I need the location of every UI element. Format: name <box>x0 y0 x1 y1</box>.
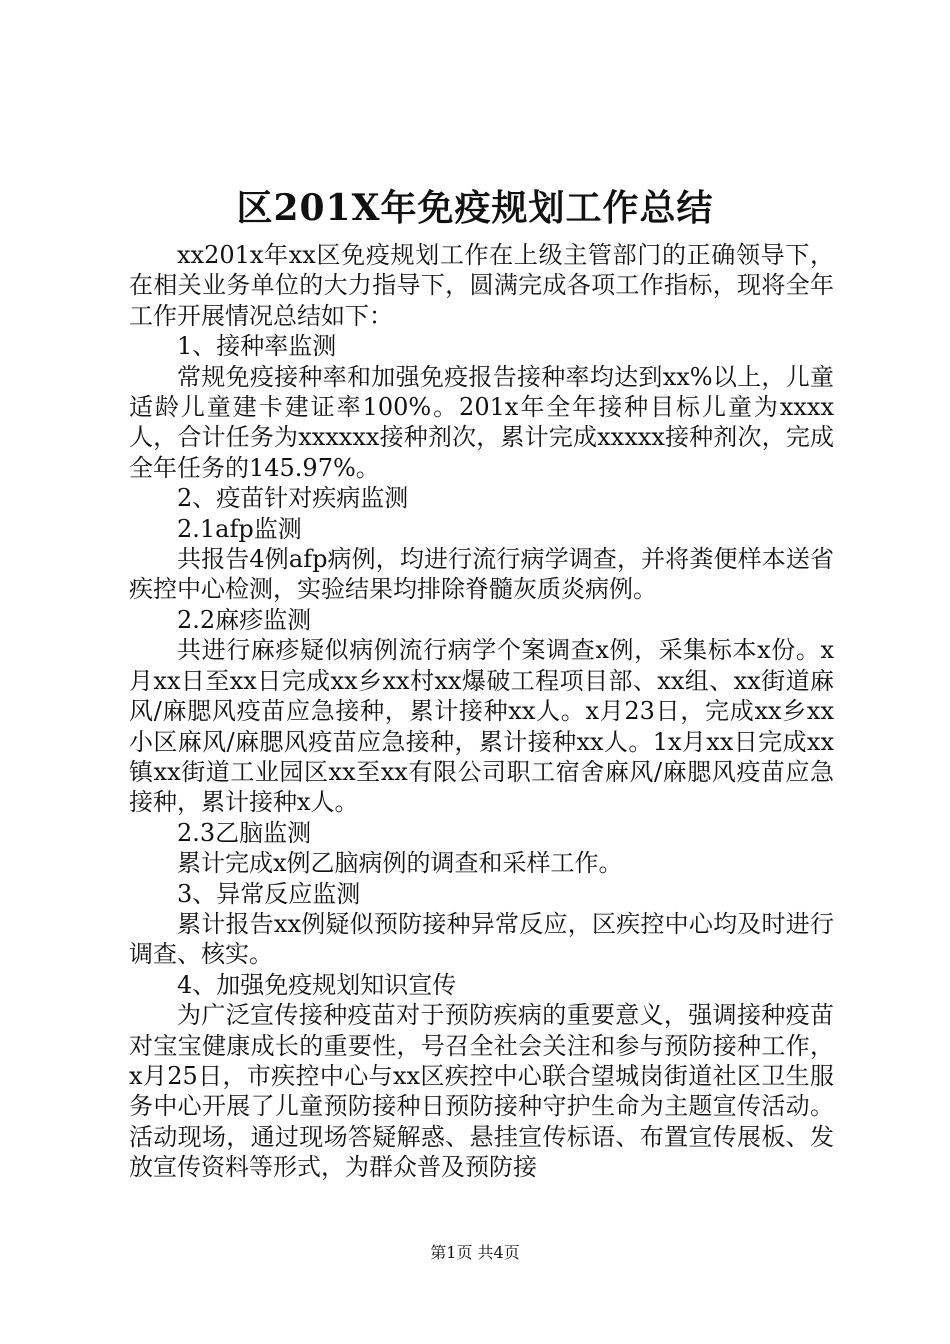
subsection-heading-measles: 2.2麻疹监测 <box>177 605 312 634</box>
paragraph-vaccination-rate: 常规免疫接种率和加强免疫报告接种率均达到xx%以上，儿童适龄儿童建卡建证率100%。201x年全年接种目标儿童为xxxx人，合计任务为xxxxxx接种剂次，累计完成xxxxx接种剂次，完成全年任务的145.97%。 <box>129 362 834 482</box>
paragraph-afp: 共报告4例afp病例，均进行流行病学调查，并将粪便样本送省疾控中心检测，实验结果均排除脊髓灰质炎病例。 <box>129 545 834 604</box>
paragraph-publicity: 为广泛宣传接种疫苗对于预防疾病的重要意义，强调接种疫苗对宝宝健康成长的重要性，号召全社会关注和参与预防接种工作，x月25日，市疾控中心与xx区疾控中心联合望城岗街道社区卫生服务中心开展了儿童预防接种日预防接种守护生命为主题宣传活动。活动现场，通过现场答疑解惑、悬挂宣传标语、布置宣传展板、发放宣传资料等形式，为群众普及预防接 <box>129 1001 834 1182</box>
paragraph-encephalitis: 累计完成x例乙脑病例的调查和采样工作。 <box>177 849 623 878</box>
section-heading-publicity: 4、加强免疫规划知识宣传 <box>177 970 457 999</box>
document-title: 区201X年免疫规划工作总结 <box>236 187 714 229</box>
paragraph-measles: 共进行麻疹疑似病例流行病学个案调查x例，采集标本x份。x月xx日至xx日完成xx乡xx村xx爆破工程项目部、xx组、xx街道麻风/麻腮风疫苗应急接种，累计接种xx人。x月23日，完成xx乡xx小区麻风/麻腮风疫苗应急接种，累计接种xx人。1x月xx日完成xx镇xx街道工业园区xx至xx有限公司职工宿舍麻风/麻腮风疫苗应急接种，累计接种x人。 <box>129 636 834 817</box>
page-footer: 第1页 共4页 <box>430 1243 520 1262</box>
paragraph-intro: xx201x年xx区免疫规划工作在上级主管部门的正确领导下，在相关业务单位的大力指导下，圆满完成各项工作指标，现将全年工作开展情况总结如下： <box>129 241 834 330</box>
paragraph-adverse-reaction: 累计报告xx例疑似预防接种异常反应，区疾控中心均及时进行调查、核实。 <box>129 909 834 969</box>
section-heading-vaccination-rate: 1、接种率监测 <box>177 332 337 361</box>
section-heading-disease-surveillance: 2、疫苗针对疾病监测 <box>177 484 409 513</box>
section-heading-adverse-reaction: 3、异常反应监测 <box>177 879 361 908</box>
subsection-heading-encephalitis: 2.3乙脑监测 <box>177 818 312 847</box>
subsection-heading-afp: 2.1afp监测 <box>177 514 302 543</box>
document-body <box>129 240 834 1183</box>
